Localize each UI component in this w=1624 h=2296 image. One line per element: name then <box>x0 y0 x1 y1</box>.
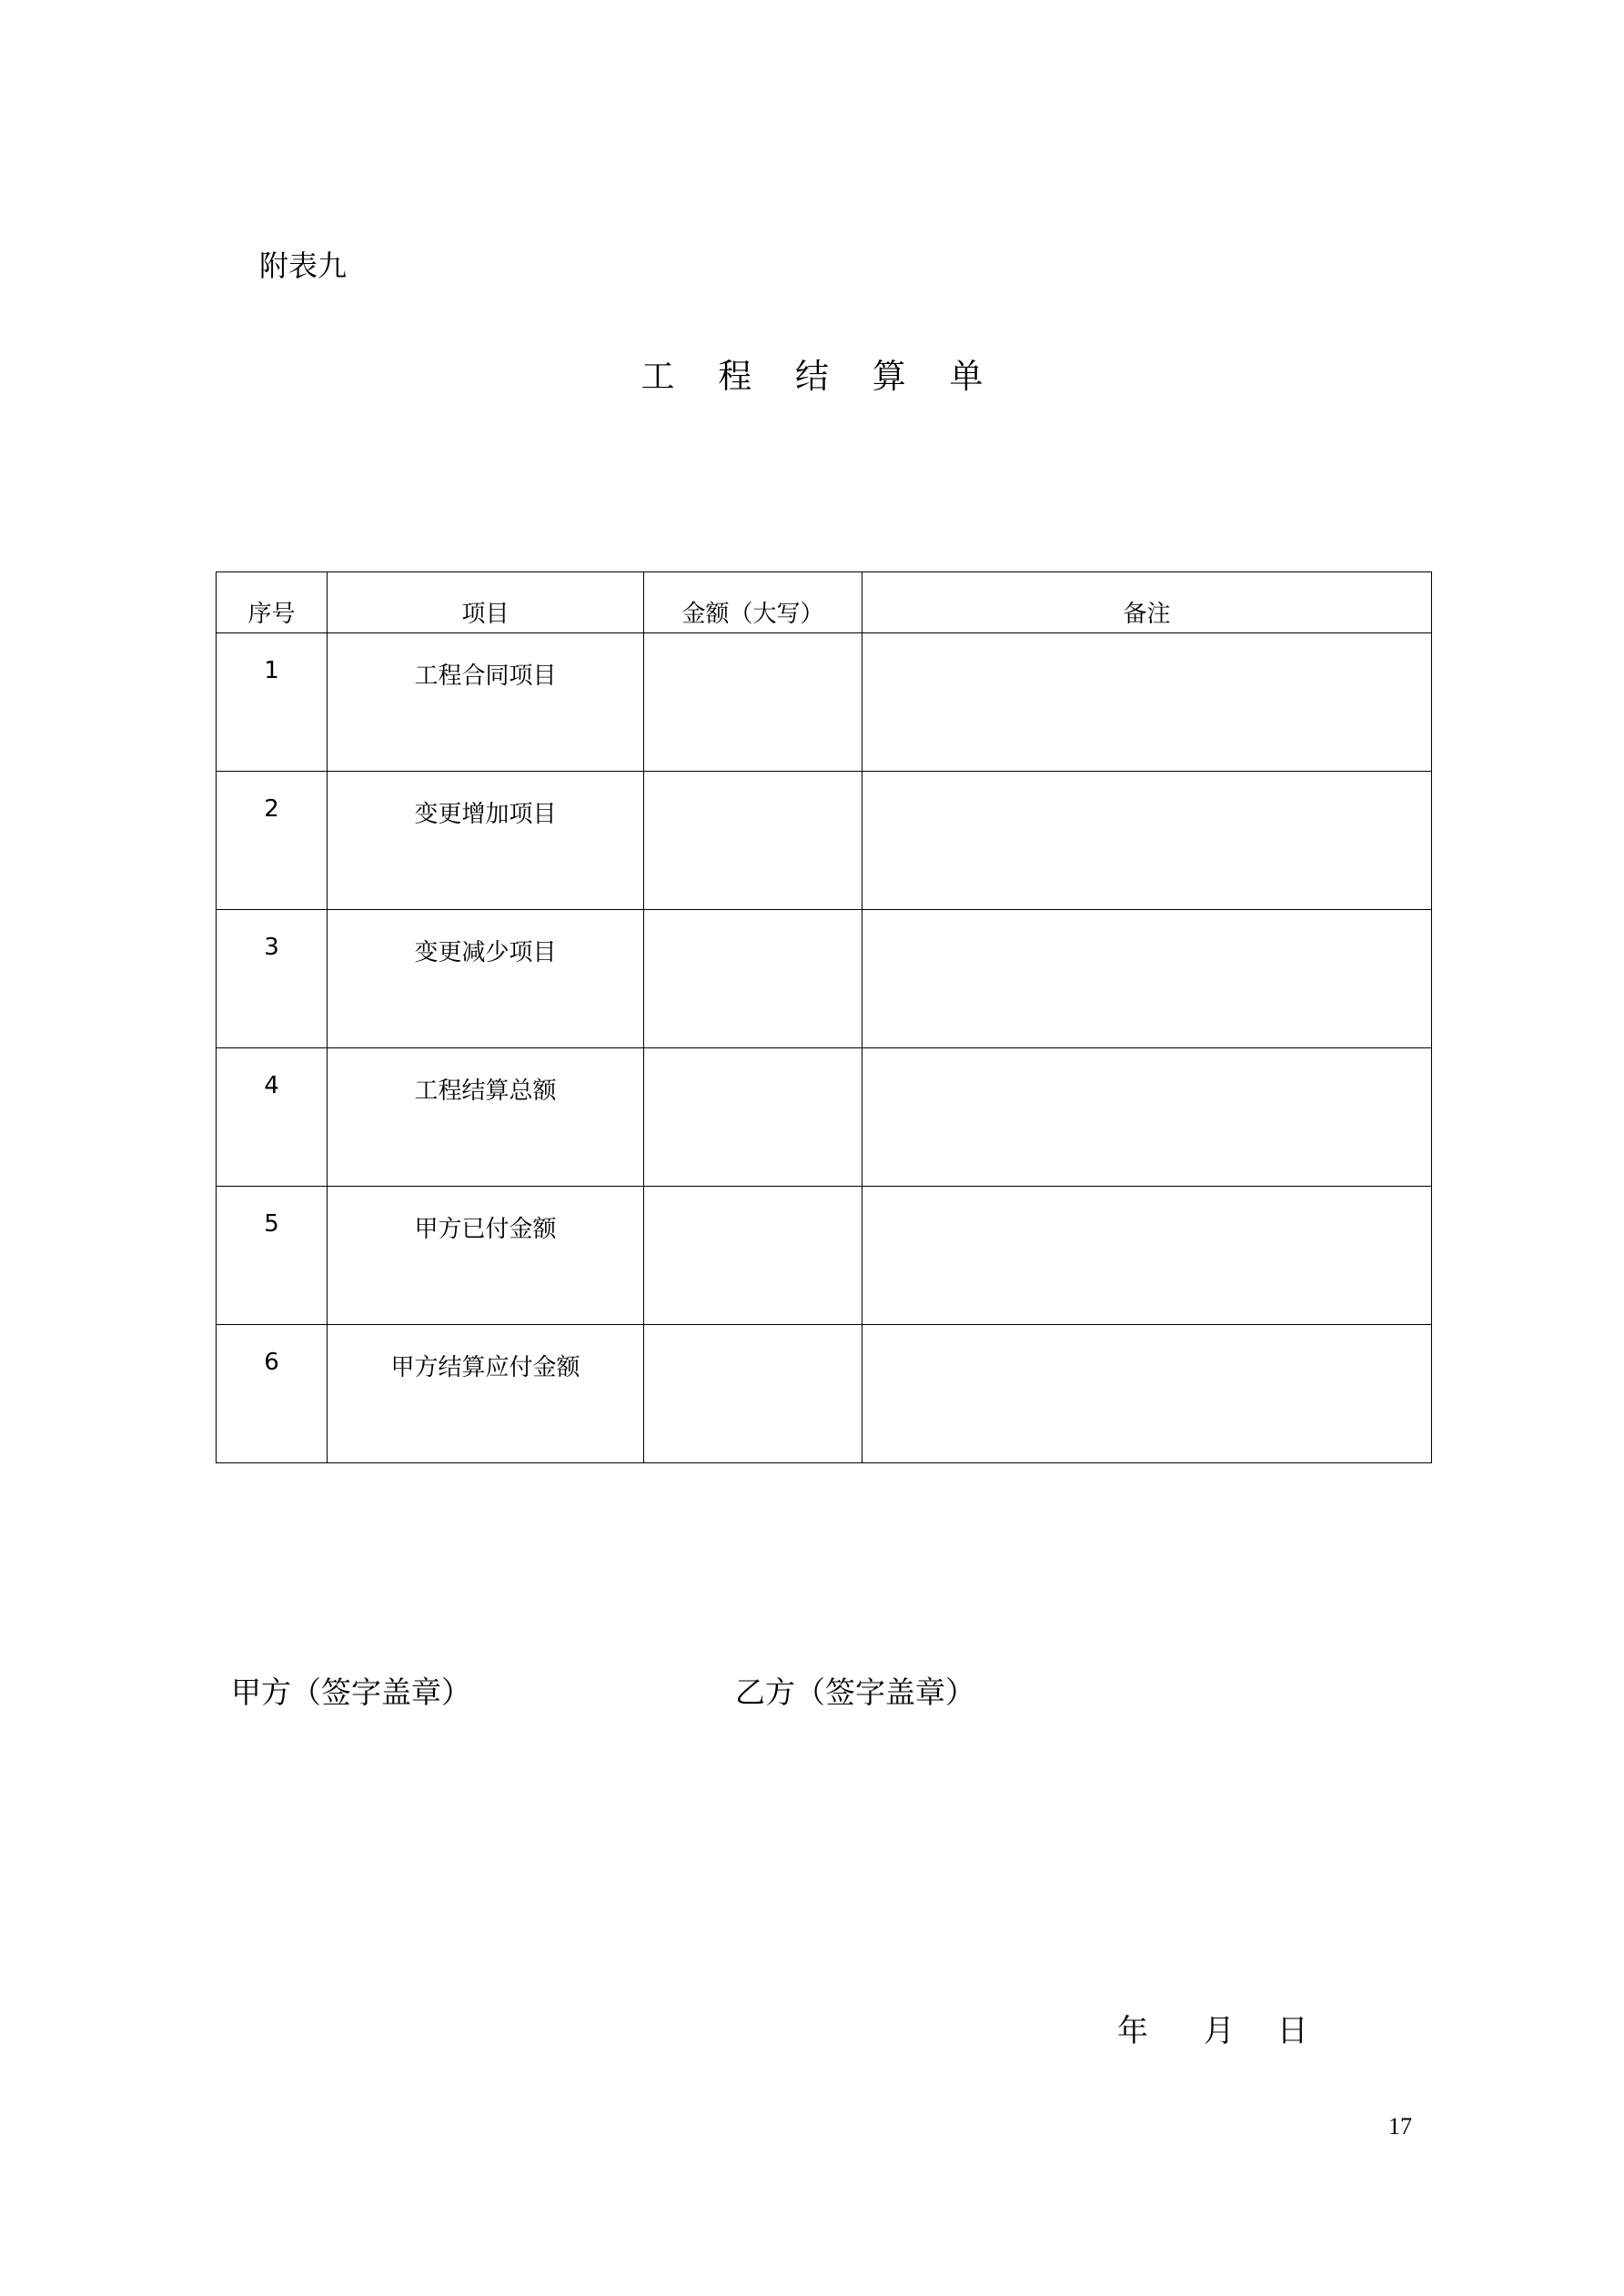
date-year: 年 <box>1117 2013 1148 2049</box>
row-item: 甲方结算应付金额 <box>328 1325 644 1463</box>
row-amount[interactable] <box>644 910 862 1048</box>
header-seq: 序号 <box>217 572 328 633</box>
date-month: 月 <box>1203 2013 1235 2049</box>
header-note: 备注 <box>862 572 1432 633</box>
row-item: 变更增加项目 <box>328 772 644 910</box>
table-row <box>217 1325 1432 1463</box>
table-row <box>217 1048 1432 1187</box>
table-header-row <box>217 572 1432 633</box>
table-row <box>217 910 1432 1048</box>
date-row <box>1117 2011 1308 2051</box>
table-row <box>217 1187 1432 1325</box>
row-seq: 2 <box>217 772 328 910</box>
row-amount[interactable] <box>644 1325 862 1463</box>
row-note[interactable] <box>862 772 1432 910</box>
row-note[interactable] <box>862 910 1432 1048</box>
party-a-signature: 甲方（签字盖章） <box>231 1674 471 1710</box>
row-amount[interactable] <box>644 772 862 910</box>
row-amount[interactable] <box>644 633 862 772</box>
row-note[interactable] <box>862 1325 1432 1463</box>
header-amount: 金额（大写） <box>644 572 862 633</box>
settlement-table <box>216 571 1432 1463</box>
row-seq: 5 <box>217 1187 328 1325</box>
row-note[interactable] <box>862 1187 1432 1325</box>
row-item: 工程合同项目 <box>328 633 644 772</box>
table-row <box>217 772 1432 910</box>
row-item: 变更减少项目 <box>328 910 644 1048</box>
row-seq: 4 <box>217 1048 328 1187</box>
row-amount[interactable] <box>644 1187 862 1325</box>
row-note[interactable] <box>862 633 1432 772</box>
table-row <box>217 633 1432 772</box>
row-item: 甲方已付金额 <box>328 1187 644 1325</box>
party-b-signature: 乙方（签字盖章） <box>735 1674 975 1710</box>
row-seq: 6 <box>217 1325 328 1463</box>
row-seq: 1 <box>217 633 328 772</box>
row-item: 工程结算总额 <box>328 1048 644 1187</box>
document-title: 工 程 结 算 单 <box>641 357 1000 396</box>
row-note[interactable] <box>862 1048 1432 1187</box>
row-amount[interactable] <box>644 1048 862 1187</box>
page-number: 17 <box>1388 2113 1412 2139</box>
appendix-label: 附表九 <box>259 248 348 283</box>
date-day: 日 <box>1276 2013 1308 2049</box>
header-item: 项目 <box>328 572 644 633</box>
row-seq: 3 <box>217 910 328 1048</box>
